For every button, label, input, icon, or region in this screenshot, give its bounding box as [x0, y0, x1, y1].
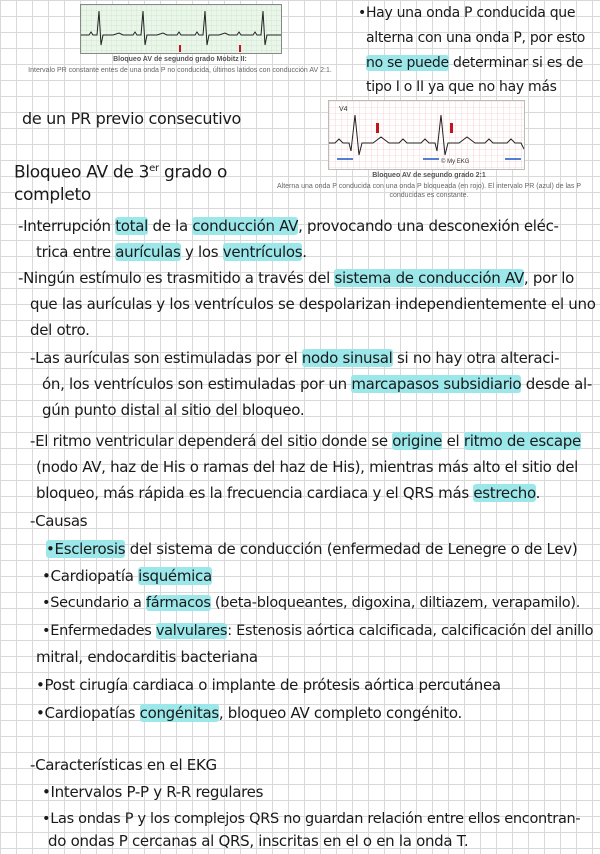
figure-2-1-block: [258, 100, 600, 210]
note-right-line2: alterna con una onda P, por esto: [366, 30, 586, 46]
b4-l3b: .: [535, 484, 541, 502]
causa-cardiopatia-isquemica: [42, 563, 212, 589]
ecg-strip-mobitz-ii: [80, 4, 282, 54]
bullet-auriculas: [30, 345, 559, 371]
heading-part2: grado o: [158, 162, 228, 183]
causa-valvulares: [42, 618, 593, 644]
b4-h3: estrecho: [473, 484, 536, 502]
causas-c2-a: •Cardiopatía: [42, 567, 139, 585]
bullet-ritmo-ventricular-line3: [36, 480, 540, 506]
bullet-ningun-estimulo-line3: del otro.: [30, 321, 90, 339]
note-right-line1: •Hay una onda P conducida que: [358, 5, 576, 21]
bullet-ritmo-ventricular-line2: (nodo AV, haz de His o ramas del haz de His), mientras más alto el sitio del: [36, 458, 579, 476]
causas-c1-rest: del sistema de conducción (enfermedad de Lenegre o de Lev): [125, 540, 578, 558]
bullet-auriculas-line2: [42, 371, 592, 397]
causa-congenitas: [36, 700, 462, 726]
b1-t3: , provocando una desconexión eléc-: [298, 217, 559, 235]
ekg-label: -Características en el EKG: [30, 756, 217, 774]
causa-post-cirugia: •Post cirugía cardiaca o implante de prótesis aórtica percutánea: [36, 676, 501, 694]
note-right-line4: tipo I o II ya que no hay más: [366, 79, 557, 95]
section-heading-line2: completo: [14, 185, 91, 205]
b3-h2: marcapasos subsidiario: [351, 375, 522, 393]
bullet-auriculas-line3: gún punto distal al sitio del bloqueo.: [42, 401, 305, 419]
causas-c1-hl: •Esclerosis: [46, 540, 126, 558]
b3-t2: si no hay otra alteraci-: [392, 349, 560, 367]
b1-l2b: y los: [180, 243, 223, 261]
b1-h1: total: [115, 217, 149, 235]
highlight-no-se-puede: no se puede: [366, 55, 449, 71]
causas-c3-b: (beta-bloqueantes, digoxina, diltiazem, verapamilo).: [210, 595, 581, 611]
figure2-caption-line1: Alterna una onda P conducida con una onda P bloqueada (en rojo). El intervalo PR (azul) de las P: [276, 183, 582, 190]
b3-l2a: ón, los ventrículos son estimuladas por un: [42, 375, 352, 393]
b1-l2c: .: [302, 243, 307, 261]
bullet-interrupcion-line2: [36, 239, 307, 265]
bullet-interrupcion: [18, 213, 559, 239]
bullet-ritmo-ventricular: [30, 428, 581, 454]
ecg-watermark: © My EKG: [441, 159, 470, 165]
causas-label: -Causas: [30, 512, 88, 530]
b3-l2b: desde al-: [521, 375, 592, 393]
b2-t2: , por lo: [523, 269, 575, 287]
ecg-lead-label: V4: [339, 106, 348, 113]
b1-t2: de la: [148, 217, 193, 235]
figure2-title: Bloqueo AV de segundo grado 2:1: [372, 172, 486, 179]
ekg-intervalos: •Intervalos P-P y R-R regulares: [42, 783, 264, 801]
b4-h2: ritmo de escape: [463, 432, 581, 450]
causas-c3-hl: fármacos: [145, 595, 211, 611]
causa-esclerosis: [46, 536, 577, 562]
bullet-ningun-estimulo: [18, 265, 574, 291]
causas-c4-b: : Estenosis aórtica calcificada, calcificación del anillo: [227, 623, 594, 639]
ekg-ondas-p: •Las ondas P y los complejos QRS no guardan relación entre ellos encontran-: [42, 811, 581, 827]
causas-c4-hl: valvulares: [155, 623, 228, 639]
b3-h1: nodo sinusal: [301, 349, 393, 367]
causas-c6-b: , bloqueo AV completo congénito.: [218, 704, 462, 722]
ekg-ondas-p-line2: do ondas P cercanas al QRS, inscritas en el o en la onda T.: [48, 832, 469, 850]
b4-l3a: bloqueo, más rápida es la frecuencia cardiaca y el QRS más: [36, 484, 474, 502]
b1-h3: aurículas: [115, 243, 181, 261]
causas-c2-hl: isquémica: [138, 567, 212, 585]
figure1-title: Bloqueo AV de segundo grado Mobitz II:: [113, 56, 247, 63]
causas-c3-a: •Secundario a: [42, 595, 146, 611]
b2-h1: sistema de conducción AV: [334, 269, 524, 287]
heading-part1: Bloqueo AV de 3: [14, 162, 150, 183]
heading-sup: er: [149, 163, 159, 174]
b3-t1: -Las aurículas son estimuladas por el: [30, 349, 302, 367]
text-pr-previo: de un PR previo consecutivo: [22, 109, 242, 128]
notes-right-line3-rest: determinar si es de: [448, 55, 584, 71]
b2-t1: -Ningún estímulo es trasmitido a través del: [18, 269, 335, 287]
ecg-strip-2-1: [328, 100, 525, 170]
causas-c6-a: •Cardiopatías: [36, 704, 140, 722]
figure-mobitz-ii: [28, 4, 332, 84]
b4-h1: origine: [392, 432, 443, 450]
causa-farmacos: [42, 590, 580, 616]
bullet-ningun-estimulo-line2: que las aurículas y los ventrículos se despolarizan independientemente el uno: [30, 295, 596, 313]
b1-t1: -Interrupción: [18, 217, 116, 235]
b1-h2: conducción AV: [192, 217, 299, 235]
b4-t2: el: [442, 432, 464, 450]
figure1-caption: Intervalo PR constante entes de una onda P no conducida, últimos latidos con conducción AV 2:1.: [28, 67, 332, 74]
note-right-line3: [366, 50, 583, 76]
b4-t1: -El ritmo ventricular dependerá del sitio donde se: [30, 432, 393, 450]
figure2-caption-line2: conducidas es constante.: [389, 192, 469, 199]
causas-c6-hl: congénitas: [139, 704, 219, 722]
b1-l2a: trica entre: [36, 243, 116, 261]
causa-valvulares-line2: mitral, endocarditis bacteriana: [36, 648, 258, 666]
causas-c4-a: •Enfermedades: [42, 623, 156, 639]
b1-h4: ventrículos: [222, 243, 303, 261]
